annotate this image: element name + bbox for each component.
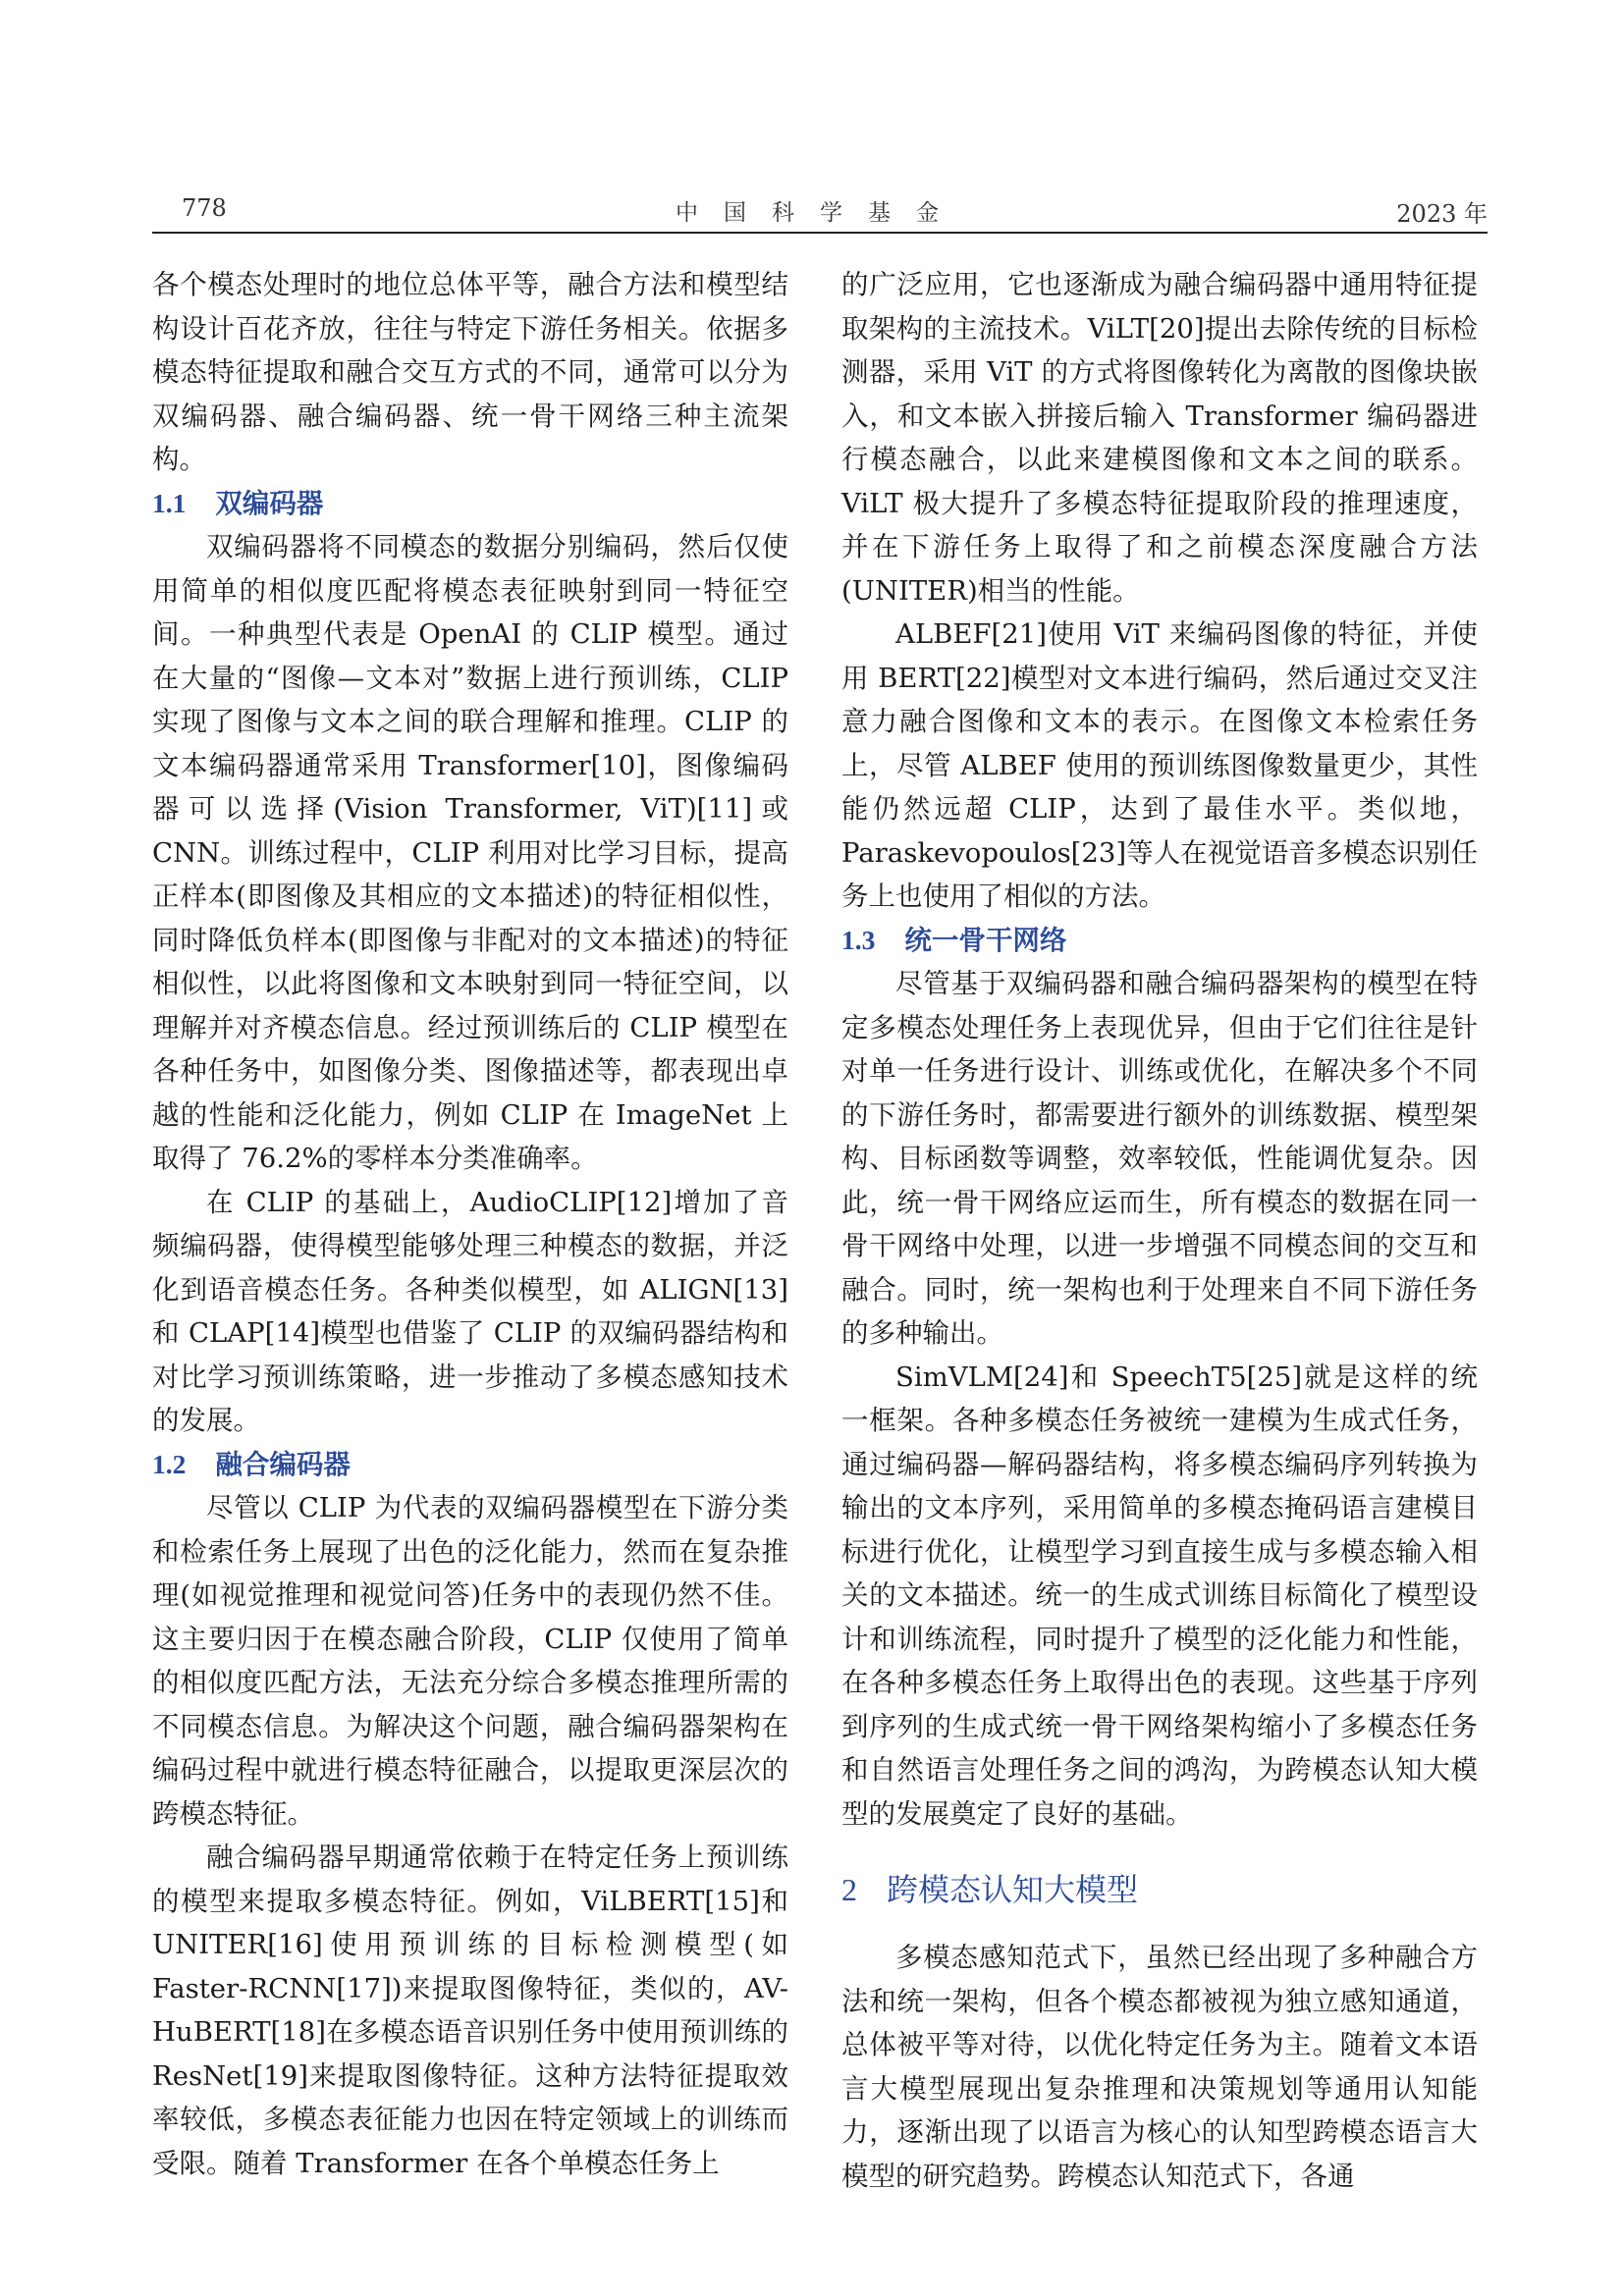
- running-header: [152, 187, 1488, 234]
- paragraph: 双编码器将不同模态的数据分别编码，然后仅使用简单的相似度匹配将模态表征映射到同一特征空间。一种典型代表是 OpenAI 的 CLIP 模型。通过在大量的“图像—文本对”数据上进行预训练，CLIP 实现了图像与文本之间的联合理解和推理。CLIP 的文本编码器通常采用 Transformer[10]，图像编码器可以选择(Vision Transformer, ViT)[11]或 CNN。训练过程中，CLIP 利用对比学习目标，提高正样本(即图像及其相应的文本描述)的特征相似性，同时降低负样本(即图像与非配对的文本描述)的特征相似性，以此将图像和文本映射到同一特征空间，以理解并对齐模态信息。经过预训练后的 CLIP 模型在各种任务中，如图像分类、图像描述等，都表现出卓越的性能和泛化能力，例如 CLIP 在 ImageNet 上取得了 76.2%的零样本分类准确率。: [152, 531, 788, 1174]
- section-number: 1.3: [841, 924, 876, 955]
- section-title: 融合编码器: [215, 1448, 351, 1480]
- section-heading-2: [841, 1865, 1478, 1914]
- right-column: [841, 263, 1478, 2198]
- paragraph: ALBEF[21]使用 ViT 来编码图像的特征，并使用 BERT[22]模型对文本进行编码，然后通过交叉注意力融合图像和文本的表示。在图像文本检索任务上，尽管 ALBEF 使用的预训练图像数量更少，其性能仍然远超 CLIP，达到了最佳水平。类似地，Paraskevopoulos[23]等人在视觉语音多模态识别任务上也使用了相似的方法。: [841, 618, 1478, 912]
- section-title: 统一骨干网络: [904, 924, 1067, 956]
- page-number: 778: [182, 194, 227, 222]
- section-heading-1-2: [152, 1443, 788, 1487]
- left-column: [152, 263, 788, 2185]
- section-heading-1-3: [841, 919, 1478, 963]
- section-heading-1-1: [152, 482, 788, 526]
- section-number: 1.2: [152, 1448, 187, 1479]
- section-number: 2: [841, 1872, 857, 1907]
- journal-name: 中国科学基金: [676, 200, 964, 226]
- paragraph: 在 CLIP 的基础上，AudioCLIP[12]增加了音频编码器，使得模型能够处理三种模态的数据，并泛化到语音模态任务。各种类似模型，如 ALIGN[13]和 CLAP[14]模型也借鉴了 CLIP 的双编码器结构和对比学习预训练策略，进一步推动了多模态感知技术的发展。: [152, 1186, 788, 1436]
- section-number: 1.1: [152, 487, 187, 518]
- paragraph: 的广泛应用，它也逐渐成为融合编码器中通用特征提取架构的主流技术。ViLT[20]提出去除传统的目标检测器，采用 ViT 的方式将图像转化为离散的图像块嵌入，和文本嵌入拼接后输入 Transformer 编码器进行模态融合，以此来建模图像和文本之间的联系。ViLT 极大提升了多模态特征提取阶段的推理速度，并在下游任务上取得了和之前模态深度融合方法(UNITER)相当的性能。: [841, 269, 1478, 607]
- paragraph: 各个模态处理时的地位总体平等，融合方法和模型结构设计百花齐放，往往与特定下游任务相关。依据多模态特征提取和融合交互方式的不同，通常可以分为双编码器、融合编码器、统一骨干网络三种主流架构。: [152, 269, 788, 475]
- paragraph: 多模态感知范式下，虽然已经出现了多种融合方法和统一架构，但各个模态都被视为独立感知通道，总体被平等对待，以优化特定任务为主。随着文本语言大模型展现出复杂推理和决策规划等通用认知能力，逐渐出现了以语言为核心的认知型跨模态语言大模型的研究趋势。跨模态认知范式下，各通: [841, 1942, 1478, 2192]
- paragraph: 尽管基于双编码器和融合编码器架构的模型在特定多模态处理任务上表现优异，但由于它们往往是针对单一任务进行设计、训练或优化，在解决多个不同的下游任务时，都需要进行额外的训练数据、模型架构、目标函数等调整，效率较低，性能调优复杂。因此，统一骨干网络应运而生，所有模态的数据在同一骨干网络中处理，以进一步增强不同模态间的交互和融合。同时，统一架构也利于处理来自不同下游任务的多种输出。: [841, 968, 1478, 1349]
- section-title: 双编码器: [215, 487, 324, 519]
- paragraph: 融合编码器早期通常依赖于在特定任务上预训练的模型来提取多模态特征。例如，ViLBERT[15]和 UNITER[16]使用预训练的目标检测模型(如 Faster-RCNN[17])来提取图像特征，类似的，AV-HuBERT[18]在多模态语音识别任务中使用预训练的 ResNet[19]来提取图像特征。这种方法特征提取效率较低，多模态表征能力也因在特定领域上的训练而受限。随着 Transformer 在各个单模态任务上: [152, 1842, 788, 2179]
- paragraph: 尽管以 CLIP 为代表的双编码器模型在下游分类和检索任务上展现了出色的泛化能力，然而在复杂推理(如视觉推理和视觉问答)任务中的表现仍然不佳。这主要归因于在模态融合阶段，CLIP 仅使用了简单的相似度匹配方法，无法充分综合多模态推理所需的不同模态信息。为解决这个问题，融合编码器架构在编码过程中就进行模态特征融合，以提取更深层次的跨模态特征。: [152, 1492, 788, 1830]
- section-title: 跨模态认知大模型: [887, 1871, 1139, 1908]
- year: 2023 年: [1396, 200, 1488, 228]
- paragraph: SimVLM[24]和 SpeechT5[25]就是这样的统一框架。各种多模态任务被统一建模为生成式任务，通过编码器—解码器结构，将多模态编码序列转换为输出的文本序列，采用简单的多模态掩码语言建模目标进行优化，让模型学习到直接生成与多模态输入相关的文本描述。统一的生成式训练目标简化了模型设计和训练流程，同时提升了模型的泛化能力和性能，在各种多模态任务上取得出色的表现。这些基于序列到序列的生成式统一骨干网络架构缩小了多模态任务和自然语言处理任务之间的鸿沟，为跨模态认知大模型的发展奠定了良好的基础。: [841, 1361, 1478, 1830]
